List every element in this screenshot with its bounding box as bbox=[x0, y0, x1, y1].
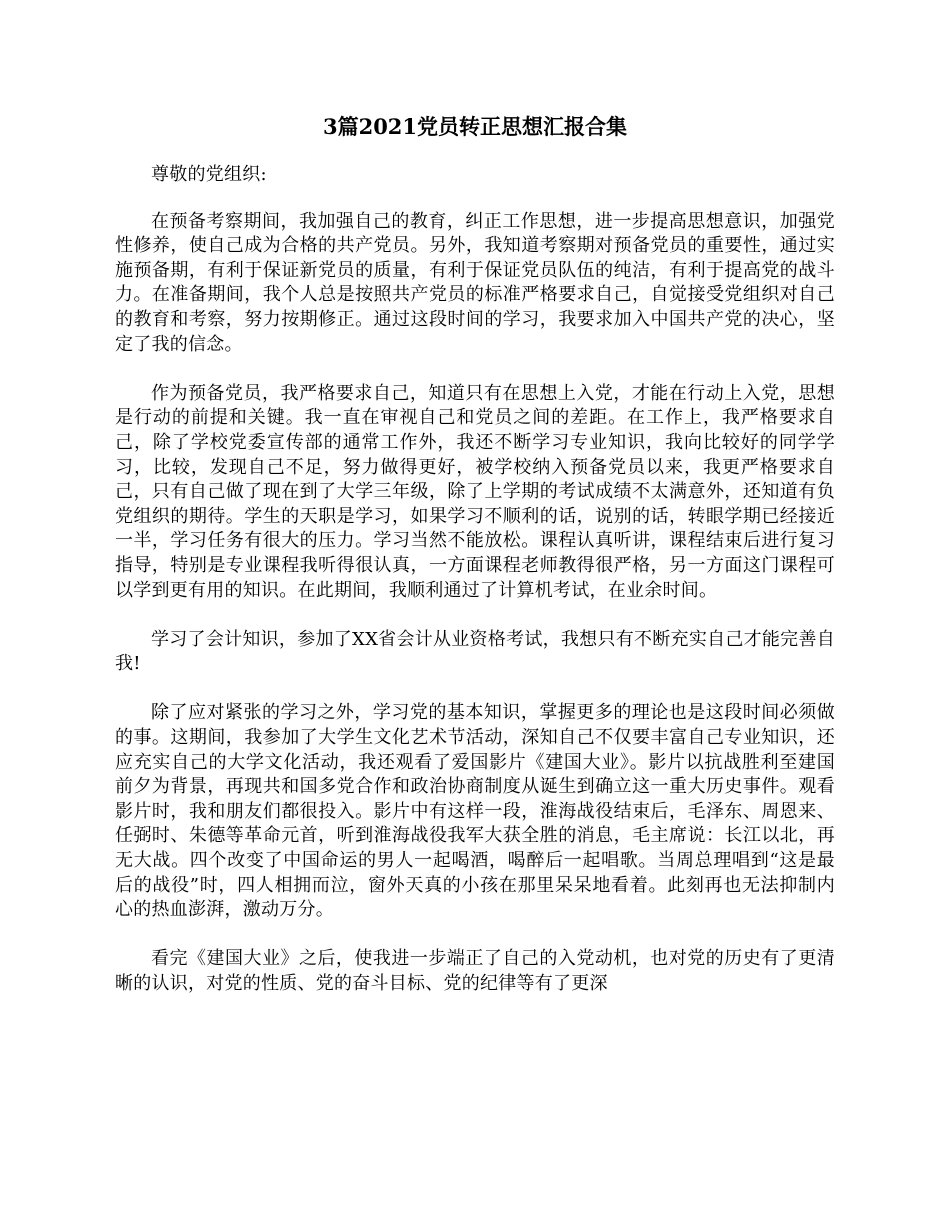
paragraph-4: 除了应对紧张的学习之外，学习党的基本知识，掌握更多的理论也是这段时间必须做的事。这期间，我参加了大学生文化艺术节活动，深知自己不仅要丰富自己专业知识，还应充实自己的大学文化活动，我还观看了爱国影片《建国大业》。影片以抗战胜利至建国前夕为背景，再现共和国多党合作和政治协商制度从诞生到确立这一重大历史事件。观看影片时，我和朋友们都很投入。影片中有这样一段，淮海战役结束后，毛泽东、周恩来、任弼时、朱德等革命元首，听到淮海战役我军大获全胜的消息，毛主席说：长江以北，再无大战。四个改变了中国命运的男人一起喝酒，喝醉后一起唱歌。当周总理唱到“这是最后的战役”时，四人相拥而泣，窗外天真的小孩在那里呆呆地看着。此刻再也无法抑制内心的热血澎湃，激动万分。 bbox=[115, 702, 835, 921]
paragraph-5: 看完《建国大业》之后，使我进一步端正了自己的入党动机，也对党的历史有了更清晰的认识，对党的性质、党的奋斗目标、党的纪律等有了更深 bbox=[115, 948, 835, 994]
paragraph-3: 学习了会计知识，参加了XX省会计从业资格考试，我想只有不断充实自己才能完善自我! bbox=[115, 628, 835, 675]
salutation: 尊敬的党组织: bbox=[151, 164, 267, 185]
document-body bbox=[115, 163, 835, 1021]
paragraph-1: 在预备考察期间，我加强自己的教育，纠正工作思想，进一步提高思想意识，加强党性修养，使自己成为合格的共产党员。另外，我知道考察期对预备党员的重要性，通过实施预备期，有利于保证新党员的质量，有利于保证党员队伍的纯洁，有利于提高党的战斗力。在准备期间，我个人总是按照共产党员的标准严格要求自己，自觉接受党组织对自己的教育和考察，努力按期修正。通过这段时间的学习，我要求加入中国共产党的决心，坚定了我的信念。 bbox=[115, 210, 835, 355]
paragraph-2: 作为预备党员，我严格要求自己，知道只有在思想上入党，才能在行动上入党，思想是行动的前提和关键。我一直在审视自己和党员之间的差距。在工作上，我严格要求自己，除了学校党委宣传部的通常工作外，我还不断学习专业知识，我向比较好的同学学习，比较，发现自己不足，努力做得更好，被学校纳入预备党员以来，我更严格要求自己，只有自己做了现在到了大学三年级，除了上学期的考试成绩不太满意外，还知道有负党组织的期待。学生的天职是学习，如果学习不顺利的话，说别的话，转眼学期已经接近一半，学习任务有很大的压力。学习当然不能放松。课程认真听讲，课程结束后进行复习指导，特别是专业课程我听得很认真，一方面课程老师教得很严格，另一方面这门课程可以学到更有用的知识。在此期间，我顺利通过了计算机考试，在业余时间。 bbox=[115, 382, 835, 601]
document-title: 3篇2021党员转正思想汇报合集 bbox=[322, 114, 628, 139]
